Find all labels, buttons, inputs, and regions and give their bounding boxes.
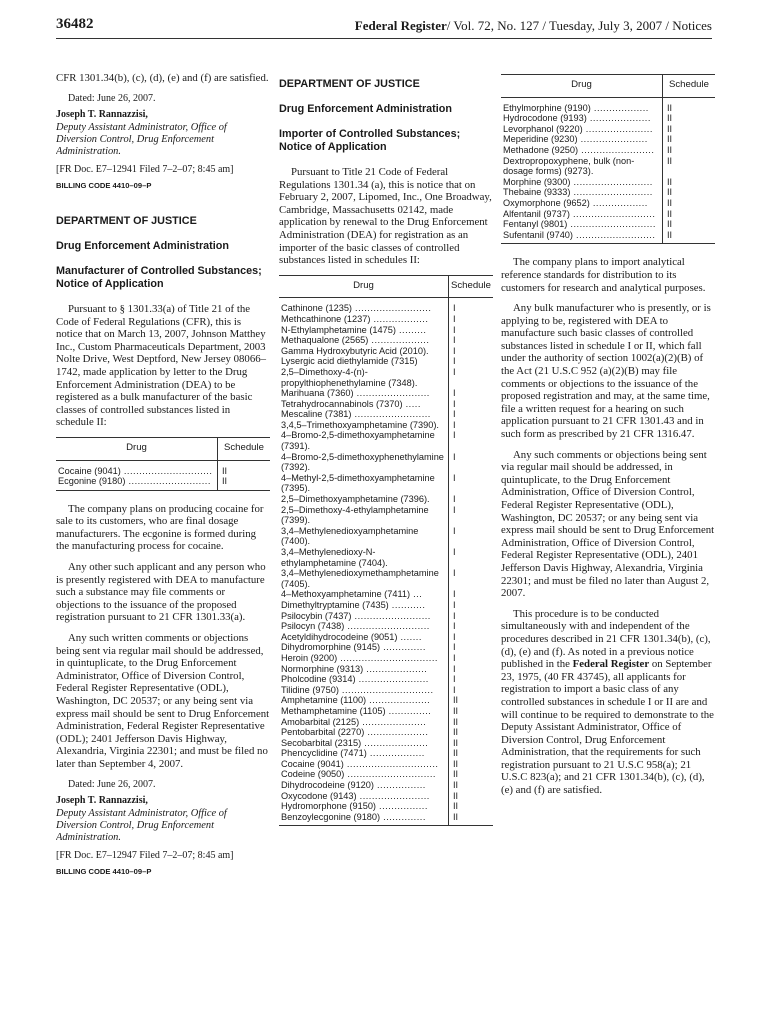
table-row [501, 156, 715, 177]
billing-code: BILLING CODE 4410–09–P [56, 867, 152, 877]
drug-cell: Acetyldihydrocodeine (9051) ....... [281, 631, 422, 642]
schedule-cell: I [448, 356, 493, 367]
table-row [279, 473, 493, 494]
table-row [279, 611, 493, 622]
table-row [279, 727, 493, 738]
schedule-cell: II [663, 156, 716, 177]
drug-table [501, 74, 715, 244]
drug-cell: Methamphetamine (1105) .............. [281, 705, 432, 716]
table-row [501, 124, 715, 135]
schedule-cell: II [448, 801, 493, 812]
drug-cell: Dihydrocodeine (9120) ................ [281, 780, 426, 791]
drug-cell: Dihydromorphine (9145) .............. [281, 642, 426, 653]
table-row [279, 505, 493, 526]
drug-cell: Mescaline (7381) ......................... [281, 409, 431, 420]
table-row [501, 134, 715, 145]
table-row [279, 494, 493, 505]
table-row [279, 356, 493, 367]
schedule-cell: I [448, 621, 493, 632]
drug-cell: Cocaine (9041) ............................. [58, 465, 213, 476]
schedule-cell: I [448, 298, 493, 314]
schedule-cell: II [663, 187, 716, 198]
federal-register-reference: Federal Register [572, 658, 650, 671]
drug-cell: Dextropropoxyphene, bulk (non-dosage forms) (9273). [503, 155, 635, 177]
table-row [501, 145, 715, 156]
signer-name: Joseph T. Rannazzisi, [56, 795, 148, 807]
drug-column-header: Drug [56, 437, 218, 460]
notice-paragraph: Pursuant to § 1301.33(a) of Title 21 of the Code of Federal Regulations (CFR), this is notice that on March 13, 2007, Johnson Matthey Inc., Custom Pharmaceuticals Department, 2003 Nolte Drive, West Deptford, New Jersey 08066–1742, made application by letter to the Drug Enforcement Administration (DEA) to be registered as a bulk manufacturer of the basic classes of controlled substances listed in schedule II: [56, 302, 267, 429]
notice-paragraph: Any such written comments or objections being sent via regular mail should be addressed, in quintuplicate, to the Drug Enforcement Administrator, Office of Diversion Control, Federal Register Representative (ODL), Washington, DC 20537; or any being sent via express mail should be sent to Drug Enforcement Administration, Federal Register Representative (ODL); 2401 Jefferson Davis Highway, Alexandria, Virginia 22301; and must be filed no later than September 4, 2007. [56, 632, 270, 770]
table-row [279, 653, 493, 664]
schedule-cell: I [448, 642, 493, 653]
drug-cell: Normorphine (9313) .................... [281, 663, 428, 674]
schedule-cell: I [448, 589, 493, 600]
table-row [279, 388, 493, 399]
table-row [279, 409, 493, 420]
table-row [279, 780, 493, 791]
dated-line: Dated: June 26, 2007. [68, 92, 156, 104]
table-row [279, 298, 493, 314]
table-row [279, 452, 493, 473]
schedule-cell: II [663, 198, 716, 209]
notice-title: Importer of Controlled Substances; Notice of Application [279, 128, 461, 153]
department-heading: DEPARTMENT OF JUSTICE [279, 78, 420, 90]
column-3 [501, 74, 715, 1018]
table-row [501, 113, 715, 124]
drug-cell: Tetrahydrocannabinols (7370) ..... [281, 398, 421, 409]
schedule-cell: I [448, 388, 493, 399]
drug-cell: Oxymorphone (9652) .................. [503, 197, 648, 208]
drug-cell: Hydrocodone (9193) .................... [503, 113, 651, 124]
page-header [56, 8, 712, 39]
agency-heading: Drug Enforcement Administration [56, 239, 229, 252]
schedule-cell: I [448, 314, 493, 325]
issue-details: / Vol. 72, No. 127 / Tuesday, July 3, 2007 / Notices [446, 18, 712, 33]
table-row [279, 791, 493, 802]
schedule-cell: II [448, 780, 493, 791]
schedule-cell: II [663, 124, 716, 135]
schedule-cell: I [448, 325, 493, 336]
drug-cell: Pentobarbital (2270) .................... [281, 727, 429, 738]
drug-cell: N-Ethylamphetamine (1475) ......... [281, 324, 427, 335]
table-row [279, 568, 493, 589]
schedule-column-header: Schedule [218, 437, 271, 460]
drug-cell: 3,4,5–Trimethoxyamphetamine (7390). [281, 419, 439, 430]
table-row [279, 325, 493, 336]
schedule-cell: II [448, 706, 493, 717]
table-row [279, 801, 493, 812]
schedule-cell: II [663, 134, 716, 145]
table-row [279, 642, 493, 653]
signer-title: Deputy Assistant Administrator, Office of Diversion Control, Drug Enforcement Administration. [56, 121, 227, 157]
notice-paragraph: Pursuant to Title 21 Code of Federal Regulations 1301.34 (a), this is notice that on February 2, 2007, Lipomed, Inc., One Broadway, Cambridge, Massachusetts 02142, made application by renewal to the Drug Enforcement Administration (DEA) for registration as an importer of the basic classes of controlled substances listed in schedules II: [279, 166, 492, 267]
notice-paragraph: This procedure is to be conducted simultaneously with and independent of the procedures described in 21 CFR 1301.34(b), (c), (d), (e) and (f). As noted in a previous notice published in the Federal Register on September 23, 1975, (40 FR 43745), all applicants for registration to import a basic class of any controlled substances in schedule I or II are and will continue to be required to demonstrate to the Deputy Assistant Administrator, Office of Diversion Control, Drug Enforcement Administration, that the requirements for such registration pursuant to 21 U.S.C 958(a); 21 U.S.C 823(a); and 21 CFR 1301.34(b), (c), (d), (e) and (f) are satisfied. [501, 607, 714, 797]
table-row [279, 526, 493, 547]
table-row [279, 399, 493, 410]
table-row [279, 759, 493, 770]
table-row [501, 198, 715, 209]
schedule-cell: II [663, 113, 716, 124]
drug-cell: Alfentanil (9737) ........................... [503, 208, 656, 219]
schedule-cell: II [448, 695, 493, 706]
schedule-cell: I [448, 452, 493, 473]
drug-cell: 4–Bromo-2,5-dimethoxyphenethylamine (7392). [281, 451, 444, 473]
table-row [501, 177, 715, 188]
schedule-column-header: Schedule [663, 75, 716, 98]
schedule-cell: II [663, 230, 716, 244]
schedule-cell: I [448, 430, 493, 451]
signer-title: Deputy Assistant Administrator, Office of Diversion Control, Drug Enforcement Administration. [56, 807, 227, 843]
billing-code: BILLING CODE 4410–09–P [56, 181, 152, 191]
table-row [279, 589, 493, 600]
column-2 [279, 78, 493, 1022]
drug-cell: Psilocyn (7438) ........................... [281, 621, 430, 632]
notice-paragraph: Any bulk manufacturer who is presently, or is applying to be, registered with DEA to manufacture such basic classes of controlled substances listed in schedule I or II, which fall under the authority of section 1002(a)(2)(B) of the Act (21 U.S.C 952 (a)(2)(B) may file comments or objections to the issuance of the proposed registration and may, at the same time, file a written request for a hearing on such application pursuant to 21 CFR 1301.43 and in such form as prescribed by 21 CFR 1316.47. [501, 302, 711, 441]
drug-cell: Codeine (9050) ............................. [281, 769, 436, 780]
publication-title: Federal Register [354, 18, 447, 33]
schedule-cell: II [448, 791, 493, 802]
table-row [279, 621, 493, 632]
drug-table [279, 275, 493, 827]
table-row [279, 769, 493, 780]
schedule-cell: I [448, 409, 493, 420]
table-row [279, 335, 493, 346]
table-row [279, 748, 493, 759]
table-row [501, 97, 715, 113]
table-row [501, 187, 715, 198]
drug-cell: Hydromorphone (9150) ................ [281, 801, 428, 812]
schedule-cell: I [448, 473, 493, 494]
drug-cell: 3,4–Methylenedioxy-N-ethylamphetamine (7404). [281, 547, 388, 568]
notice-title: Manufacturer of Controlled Substances; Notice of Application [56, 264, 262, 290]
drug-cell: 3,4–Methylenedioxyamphetamine (7400). [281, 525, 419, 547]
schedule-cell: II [218, 460, 271, 476]
drug-cell: Heroin (9200) ................................ [281, 652, 438, 663]
department-heading: DEPARTMENT OF JUSTICE [56, 214, 197, 227]
table-row [501, 230, 715, 244]
drug-cell: Methadone (9250) ........................ [503, 144, 655, 155]
schedule-cell: II [663, 177, 716, 188]
fr-doc-line: [FR Doc. E7–12947 Filed 7–2–07; 8:45 am] [56, 849, 234, 861]
schedule-cell: I [448, 674, 493, 685]
drug-cell: Methcathinone (1237) .................. [281, 313, 429, 324]
drug-column-header: Drug [279, 275, 448, 298]
schedule-cell: I [448, 335, 493, 346]
table-row [279, 430, 493, 451]
drug-cell: Cocaine (9041) .............................. [281, 758, 439, 769]
schedule-column-header: Schedule [448, 275, 493, 298]
schedule-cell: I [448, 685, 493, 696]
drug-cell: Benzoylecgonine (9180) .............. [279, 812, 448, 826]
drug-cell: Phencyclidine (7471) .................. [281, 748, 425, 759]
schedule-cell: II [663, 145, 716, 156]
drug-cell: Oxycodone (9143) ....................... [281, 790, 430, 801]
schedule-cell: I [448, 505, 493, 526]
signer-name: Joseph T. Rannazzisi, [56, 109, 148, 121]
notice-paragraph: The company plans on producing cocaine for sale to its customers, who are final dosage manufacturers. The ecgonine is formed during the manufacturing process for cocaine. [56, 502, 264, 553]
drug-cell: 4–Methyl-2,5-dimethoxyamphetamine (7395). [281, 472, 435, 494]
notice-paragraph: Any such comments or objections being sent via regular mail should be addressed, in quintuplicate, to the Drug Enforcement Administration, Office of Diversion Control, Federal Register Representative (ODL), Washington, DC 20537; or any being sent via express mail should be sent to Drug Enforcement Administration, Office of Diversion Control, Federal Register Representative (ODL), 2401 Jefferson Davis Highway, Alexandria, Virginia 22301; and must be filed no later than August 2, 2007. [501, 448, 715, 600]
schedule-cell: II [448, 748, 493, 759]
drug-cell: Lysergic acid diethylamide (7315) [281, 356, 418, 367]
table-row [56, 460, 270, 476]
drug-cell: Cathinone (1235) ......................... [281, 303, 432, 314]
schedule-cell: II [218, 476, 271, 490]
table-row [279, 685, 493, 696]
table-row [279, 695, 493, 706]
drug-cell: Ethylmorphine (9190) .................. [503, 102, 649, 113]
drug-cell: Amphetamine (1100) .................... [281, 695, 431, 706]
page-number: 36482 [56, 16, 94, 32]
schedule-cell: I [448, 547, 493, 568]
table-row [279, 420, 493, 431]
drug-cell: 4–Methoxyamphetamine (7411) ... [281, 589, 423, 600]
drug-cell: 4–Bromo-2,5-dimethoxyamphetamine (7391). [281, 430, 435, 452]
schedule-cell: II [448, 759, 493, 770]
drug-cell: 2,5–Dimethoxy-4-(n)-propylthiophenethylamine (7348). [281, 366, 418, 388]
table-row [501, 219, 715, 230]
drug-column-header: Drug [501, 75, 663, 98]
table-row [279, 664, 493, 675]
schedule-cell: I [448, 526, 493, 547]
running-head [355, 18, 712, 34]
schedule-cell: I [448, 367, 493, 388]
schedule-cell: I [448, 653, 493, 664]
schedule-cell: I [448, 420, 493, 431]
table-row [279, 314, 493, 325]
schedule-cell: I [448, 611, 493, 622]
fr-doc-line: [FR Doc. E7–12941 Filed 7–2–07; 8:45 am] [56, 163, 234, 175]
drug-cell: Pholcodine (9314) ....................... [281, 674, 429, 685]
schedule-cell: II [448, 727, 493, 738]
schedule-cell: I [448, 494, 493, 505]
table-row [279, 717, 493, 728]
drug-cell: Ecgonine (9180) ........................... [56, 476, 218, 490]
table-row [56, 476, 270, 490]
drug-cell: Meperidine (9230) ...................... [503, 134, 648, 145]
schedule-cell: I [448, 664, 493, 675]
drug-cell: 2,5–Dimethoxy-4-ethylamphetamine (7399). [281, 504, 429, 526]
column-1 [56, 72, 270, 1016]
schedule-cell: II [663, 209, 716, 220]
drug-cell: Dimethyltryptamine (7435) ........... [281, 599, 426, 610]
schedule-cell: II [663, 97, 716, 113]
schedule-cell: II [448, 769, 493, 780]
drug-cell: 2,5–Dimethoxyamphetamine (7396). [281, 494, 430, 505]
drug-cell: Tilidine (9750) .............................. [281, 684, 434, 695]
schedule-cell: II [448, 738, 493, 749]
drug-cell: Methaqualone (2565) ................... [281, 335, 430, 346]
table-row [279, 812, 493, 826]
agency-heading: Drug Enforcement Administration [279, 103, 452, 115]
previous-notice-tail: CFR 1301.34(b), (c), (d), (e) and (f) are satisfied. [56, 72, 269, 84]
table-row [279, 632, 493, 643]
table-row [501, 209, 715, 220]
drug-cell: Amobarbital (2125) ..................... [281, 716, 427, 727]
drug-cell: Sufentanil (9740) .......................... [501, 230, 663, 244]
notice-paragraph: Any other such applicant and any person who is presently registered with DEA to manufacture such a substance may file comments or objections to the issuance of the proposed registration pursuant to 21 CFR 1301.33(a). [56, 561, 266, 624]
table-row [279, 346, 493, 357]
drug-cell: Levorphanol (9220) ...................... [503, 123, 653, 134]
schedule-cell: II [448, 812, 493, 826]
table-row [279, 600, 493, 611]
notice-paragraph: The company plans to import analytical reference standards for distribution to its customers for research and analytical purposes. [501, 256, 706, 294]
schedule-cell: I [448, 568, 493, 589]
drug-cell: Marihuana (7360) ........................ [281, 388, 430, 399]
schedule-cell: I [448, 600, 493, 611]
drug-cell: 3,4–Methylenedioxymethamphetamine (7405). [281, 568, 439, 589]
schedule-cell: II [663, 219, 716, 230]
schedule-cell: II [448, 717, 493, 728]
table-row [279, 738, 493, 749]
drug-table [56, 437, 270, 491]
schedule-cell: I [448, 632, 493, 643]
drug-cell: Psilocybin (7437) ......................... [281, 610, 431, 621]
drug-cell: Gamma Hydroxybutyric Acid (2010). [281, 345, 429, 356]
drug-cell: Fentanyl (9801) ............................ [503, 219, 656, 230]
table-row [279, 706, 493, 717]
schedule-cell: I [448, 346, 493, 357]
drug-cell: Morphine (9300) .......................... [503, 176, 653, 187]
table-row [279, 674, 493, 685]
drug-cell: Thebaine (9333) .......................... [503, 187, 653, 198]
schedule-cell: I [448, 399, 493, 410]
drug-cell: Secobarbital (2315) ..................... [281, 737, 429, 748]
table-row [279, 547, 493, 568]
dated-line: Dated: June 26, 2007. [68, 778, 156, 790]
table-row [279, 367, 493, 388]
